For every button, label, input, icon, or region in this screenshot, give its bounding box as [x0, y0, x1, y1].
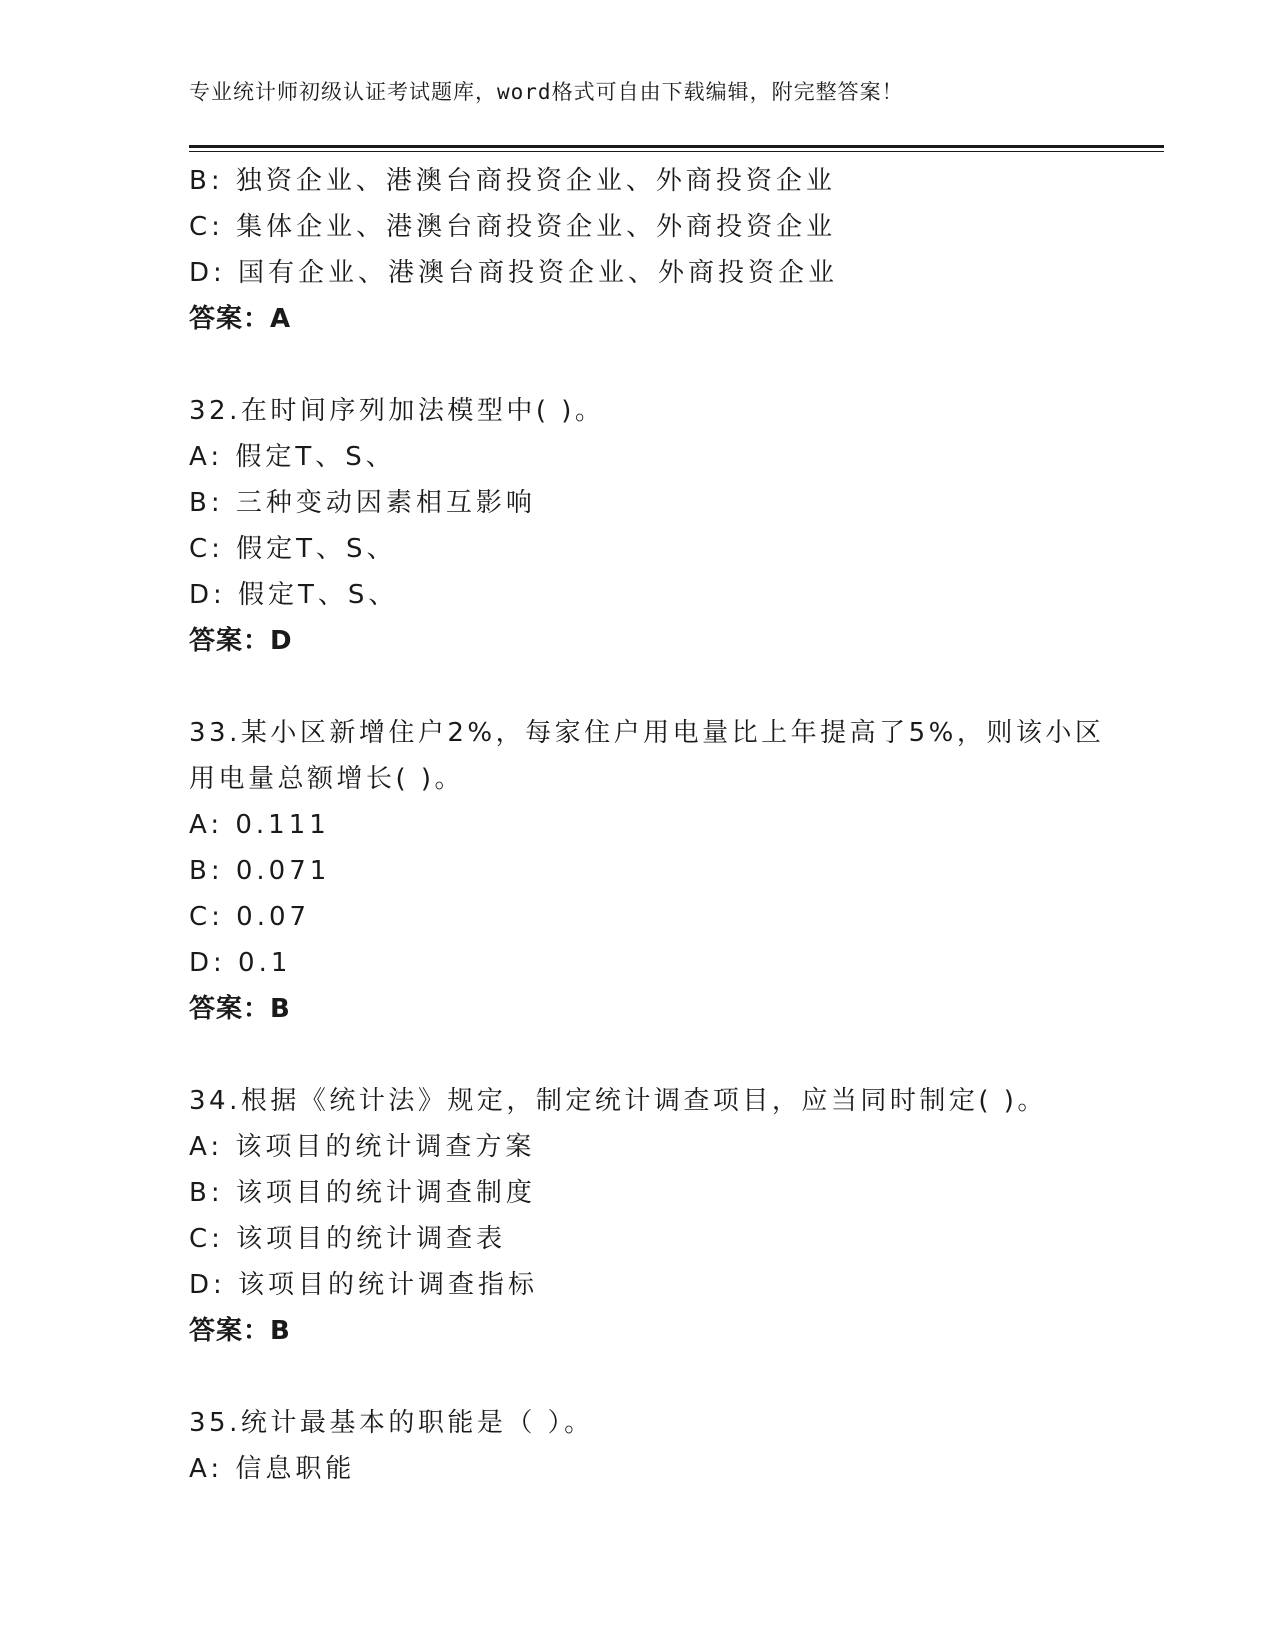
block-spacer	[189, 1354, 1089, 1400]
question-list	[189, 158, 1105, 1492]
answer-option: C: 0.07	[189, 902, 311, 932]
answer-option: B: 独资企业、港澳台商投资企业、外商投资企业	[189, 166, 836, 196]
page-header: 专业统计师初级认证考试题库，word格式可自由下载编辑，附完整答案！	[189, 80, 904, 104]
question-stem	[189, 1400, 1089, 1446]
correct-answer: 答案：B	[189, 994, 291, 1024]
question-block	[189, 1078, 1089, 1400]
correct-answer: 答案：B	[189, 1316, 291, 1346]
answer-option: B: 三种变动因素相互影响	[189, 488, 536, 518]
correct-answer: 答案：A	[189, 304, 292, 334]
question-text-line: 用电量总额增长( )。	[189, 764, 465, 794]
answer-option: D: 国有企业、港澳台商投资企业、外商投资企业	[189, 258, 839, 288]
header-rule-thick	[189, 145, 1164, 148]
answer-option: B: 该项目的统计调查制度	[189, 1178, 536, 1208]
question-text-line: 32.在时间序列加法模型中( )。	[189, 396, 605, 426]
answer-option: A: 信息职能	[189, 1454, 356, 1484]
answer-option: B: 0.071	[189, 856, 331, 886]
question-text-line: 35.统计最基本的职能是（ ）。	[189, 1408, 594, 1438]
block-spacer	[189, 342, 1089, 388]
question-stem	[189, 388, 1089, 434]
answer-option: D: 0.1	[189, 948, 292, 978]
header-rule-thin	[189, 151, 1164, 152]
question-text-line: 34.根据《统计法》规定，制定统计调查项目，应当同时制定( )。	[189, 1086, 1047, 1116]
question-block	[189, 158, 1089, 388]
block-spacer	[189, 664, 1089, 710]
question-stem	[189, 1078, 1089, 1124]
question-block	[189, 388, 1089, 710]
answer-option: C: 集体企业、港澳台商投资企业、外商投资企业	[189, 212, 837, 242]
question-block	[189, 1400, 1089, 1492]
answer-option: A: 该项目的统计调查方案	[189, 1132, 536, 1162]
answer-option: A: 0.111	[189, 810, 330, 840]
question-stem	[189, 710, 1105, 802]
answer-option: D: 假定T、S、	[189, 580, 399, 610]
block-spacer	[189, 1032, 1089, 1078]
answer-option: C: 该项目的统计调查表	[189, 1224, 507, 1254]
answer-option: C: 假定T、S、	[189, 534, 397, 564]
answer-option: A: 假定T、S、	[189, 442, 396, 472]
correct-answer: 答案：D	[189, 626, 293, 656]
question-block	[189, 710, 1105, 1078]
answer-option: D: 该项目的统计调查指标	[189, 1270, 539, 1300]
question-text-line: 33.某小区新增住户2%，每家住户用电量比上年提高了5%，则该小区	[189, 718, 1105, 748]
